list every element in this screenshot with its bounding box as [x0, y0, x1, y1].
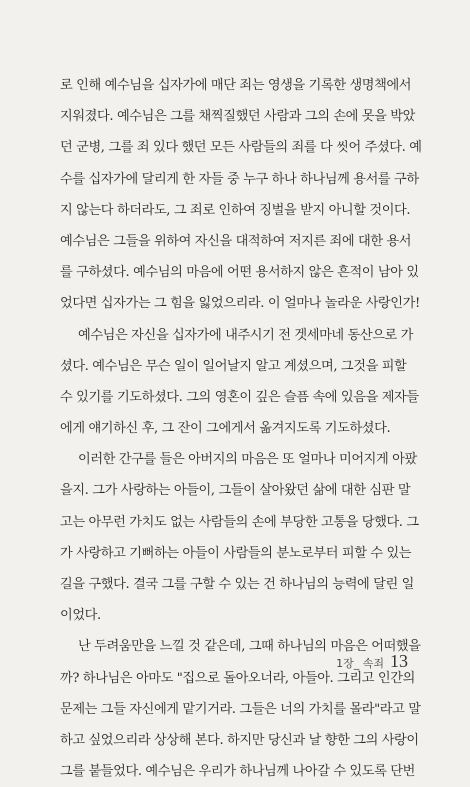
text-line: 셨다. 예수님은 무슨 일이 일어날지 알고 계셨으며, 그것을 피할: [60, 358, 407, 374]
text-line: 수 있기를 기도하셨다. 그의 영혼이 깊은 슬픔 속에 있음을 제자들: [60, 389, 419, 405]
text-line: 이었다.: [60, 608, 101, 624]
text-line: 예수님은 그들을 위하여 자신을 대적하여 저지른 죄에 대한 용서: [60, 233, 412, 249]
text-line: 에게 얘기하신 후, 그 잔이 그에게서 옮겨지도록 기도하셨다.: [60, 421, 391, 437]
paragraph-first-line: 난 두려움만을 느낄 것 같은데, 그때 하나님의 마음은 어떠했을: [78, 639, 421, 655]
text-line: 로 인해 예수님을 십자가에 매단 죄는 영생을 기록한 생명책에서: [60, 78, 412, 93]
text-line: 지워졌다. 예수님은 그를 채찍질했던 사람과 그의 손에 못을 박았: [60, 109, 415, 125]
text-line: 수를 십자가에 달리게 한 자들 중 누구 하나 하나님께 용서를 구하: [60, 171, 419, 187]
text-line: 를 구하셨다. 예수님의 마음에 어떤 용서하지 않은 흔적이 남아 있: [60, 265, 419, 281]
text-line: 길을 구했다. 결국 그를 구할 수 있는 건 하나님의 능력에 달린 일: [60, 577, 414, 592]
text-line: 가 사랑하고 기뻐하는 아들이 사람들의 분노로부터 피할 수 있는: [60, 545, 412, 561]
text-line: 었다면 십자가는 그 힘을 잃었으리라. 이 얼마나 놀라운 사랑인가!: [60, 296, 420, 312]
chapter-label: 1장_ 속죄: [336, 657, 384, 670]
text-line: 까? 하나님은 아마도 "집으로 돌아오너라, 아들아. 그리고 인간의: [60, 670, 415, 686]
text-line: 지 않는다 하더라도, 그 죄로 인하여 징벌을 받지 아니할 것이다.: [60, 202, 411, 218]
text-line: 그를 붙들었다. 예수님은 우리가 하나님께 나아갈 수 있도록 단번: [60, 764, 415, 780]
page-footer: [336, 651, 408, 672]
text-line: 문제는 그들 자신에게 맡기거라. 그들은 너의 가치를 몰라"라고 말: [60, 701, 421, 717]
text-line: 고는 아무런 가치도 없는 사람들의 손에 부당한 고통을 당했다. 그: [60, 514, 419, 530]
body-text: [60, 70, 424, 787]
text-line: 하고 싶었으리라 상상해 본다. 하지만 당신과 날 향한 그의 사랑이: [60, 732, 419, 748]
paragraph-first-line: 이러한 간구를 들은 아버지의 마음은 또 얼마나 미어지게 아팠: [78, 452, 417, 468]
text-line: 던 군병, 그를 죄 있다 했던 모든 사람들의 죄를 다 씻어 주셨다. 예: [60, 140, 422, 156]
page-number: 13: [390, 651, 408, 671]
text-line: 을지. 그가 사랑하는 아들이, 그들이 살아왔던 삶에 대한 심판 말: [60, 483, 411, 499]
paragraph-first-line: 예수님은 자신을 십자가에 내주시기 전 겟세마네 동산으로 가: [78, 327, 414, 343]
